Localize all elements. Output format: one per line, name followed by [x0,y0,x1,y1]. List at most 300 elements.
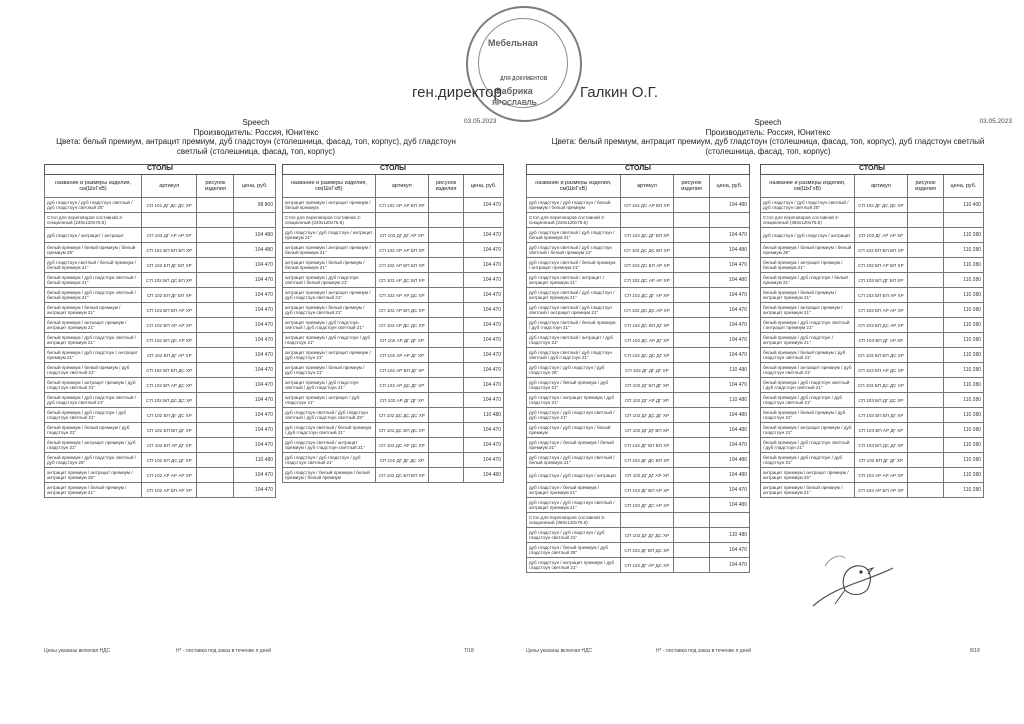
table-row [45,318,276,333]
price: 104 470 [464,438,504,453]
product-name: антрацит премиум / дуб гладстоун / дуб гладстоун 21" [283,333,376,348]
product-picture [428,408,463,423]
article: СП 103 БП АР БП ХР [854,258,908,273]
colors-note: Цвета: белый премиум, антрацит премиум, дуб гладстоун (столешница, фасад, топ, корпус), дуб гладстоун светлый (столешница, фасад, топ, корпус) [56,137,456,156]
product-picture [197,363,234,378]
table-row [527,438,750,453]
price: 110 280 [943,453,983,468]
price: 104 470 [709,318,749,333]
product-name: белый премиум / белый премиум / дуб гладстоун 21" [761,408,855,423]
article: СП 103 БП БП АР ХР [854,288,908,303]
product-name: белый премиум / белый премиум / дуб гладстоун светлый 21" [761,348,855,363]
price: 104 470 [464,318,504,333]
price: 104 470 [464,198,504,213]
article: СП 102 ДГ ДС АР ХР [620,498,674,513]
price: 104 470 [709,483,749,498]
product-picture [908,408,944,423]
table-row [527,468,750,483]
price: 104 470 [234,393,276,408]
table-row [527,498,750,513]
table-row [527,558,750,573]
header-price: цена, руб. [709,175,749,198]
product-name: антрацит премиум / белый премиум / белый премиум 21" [283,258,376,273]
product-picture [908,318,944,333]
price [464,213,504,228]
table-row [527,273,750,288]
article: СП 102 АР АР БП ХР [375,243,428,258]
product-name: антрацит премиум / белый премиум / дуб гладстоун светлый 21" [283,303,376,318]
price: 104 480 [709,453,749,468]
price: 104 470 [234,288,276,303]
price: 104 470 [234,333,276,348]
article [620,513,674,528]
table-row [761,438,984,453]
product-picture [428,243,463,258]
article: СП 102 ДС ДС ДГ ХР [620,348,674,363]
price [943,213,983,228]
price: 104 470 [234,408,276,423]
vat-note: Цены указаны включая НДС [526,648,593,654]
article [375,213,428,228]
price: 110 280 [943,363,983,378]
price [709,513,749,528]
article: СП 102 БП ДГ БП ХР [142,288,197,303]
price: 110 280 [943,303,983,318]
article: СП 102 АР АР ДГ ХР [375,348,428,363]
article: СП 102 ДГ БП ДГ ХР [620,378,674,393]
table-caption: СТОЛЫ [45,165,276,175]
header-picture: рисунок изделия [674,175,710,198]
product-picture [428,348,463,363]
table-row [761,213,984,228]
price: 110 280 [943,288,983,303]
product-picture [908,198,944,213]
product-picture [674,273,710,288]
table-row [527,513,750,528]
table-row [761,378,984,393]
bird-illustration [805,546,897,618]
product-picture [428,288,463,303]
product-picture [197,243,234,258]
product-name: дуб гладстоун / дуб гладстоун / белый премиум [527,423,621,438]
price: 104 470 [234,303,276,318]
table-row [283,363,504,378]
product-name: Стол для переговоров составной 2-секционный (240x120x75.6) [283,213,376,228]
product-name: белый премиум / дуб гладстоун светлый / дуб гладстоун 21" [761,438,855,453]
table-caption: СТОЛЫ [283,165,504,175]
table-row [527,288,750,303]
table-row [45,393,276,408]
colors-note: Цвета: белый премиум, антрацит премиум, дуб гладстоун (столешница, фасад, топ, корпус), дуб гладстоун светлый (столешница, фасад, топ, корпус) [551,137,985,156]
product-picture [674,438,710,453]
table-row [283,273,504,288]
price: 104 470 [464,363,504,378]
product-picture [674,228,710,243]
product-picture [674,318,710,333]
price: 104 480 [709,468,749,483]
signature-role: ген.директор [412,84,502,101]
table-row [45,228,276,243]
price: 110 480 [709,528,749,543]
article: СП 102 ДГ ДГ АР ХР [620,468,674,483]
article: СП 102 АР ДС ДС ХР [375,318,428,333]
product-picture [197,303,234,318]
table-caption: СТОЛЫ [527,165,750,175]
table-row [527,213,750,228]
product-name: дуб гладстоун светлый / дуб гладстоун светлый / антрацит премиум 21" [527,303,621,318]
table-row [527,258,750,273]
product-picture [674,378,710,393]
table-row [283,348,504,363]
price [234,213,276,228]
product-name: дуб гладстоун / дуб гладстоун / дуб гладстоун 25" [527,363,621,378]
product-picture [674,288,710,303]
table-row [527,348,750,363]
article: СП 103 БП ДГ ДС ХР [854,393,908,408]
table-row [761,453,984,468]
price: 104 470 [234,258,276,273]
article: СП 103 БП АР ДС ХР [854,363,908,378]
product-picture [674,363,710,378]
product-picture [197,228,234,243]
article: СП 102 БП ДС ДГ ХР [142,453,197,468]
product-name: белый премиум / антрацит премиум / белый премиум 21" [761,258,855,273]
price: 104 470 [464,258,504,273]
product-picture [674,258,710,273]
stamp-text-3: Фабрика [494,86,533,96]
product-picture [197,453,234,468]
product-picture [428,198,463,213]
article: СП 102 ДС АР ДС ХР [375,438,428,453]
product-picture [674,333,710,348]
product-name: дуб гладстоун / дуб гладстоун светлый / дуб гладстоун светлый 25" [45,198,142,213]
article [854,213,908,228]
product-picture [428,213,463,228]
product-picture [197,198,234,213]
product-name: белый премиум / антрацит премиум / дуб гладстоун светлый 21" [45,378,142,393]
table-row [45,378,276,393]
article: СП 103 БП БП БП ХР [854,243,908,258]
price: 104 470 [234,468,276,483]
price: 104 470 [464,333,504,348]
article: СП 103 БП ДГ БП ХР [854,273,908,288]
article: СП 102 ДС АР ДГ ХР [620,333,674,348]
table-row [761,243,984,258]
price: 104 470 [234,363,276,378]
table-row [527,528,750,543]
product-picture [908,438,944,453]
product-name: белый премиум / дуб гладстоун / антрацит премиум 21" [761,333,855,348]
article: СП 102 ДС АР АР ХР [620,273,674,288]
article: СП 102 БП ДГ ДС ХР [142,408,197,423]
product-name: антрацит премиум / антрацит премиум / антрацит премиум 25" [761,468,855,483]
product-picture [428,363,463,378]
products-table [282,164,504,483]
product-name: белый премиум / дуб гладстоун / антрацит премиум 21" [45,348,142,363]
page-date: 03.05.2023 [464,118,497,125]
header-picture: рисунок изделия [428,175,463,198]
product-picture [908,213,944,228]
table-row [527,318,750,333]
product-name: дуб гладстоун / дуб гладстоун светлый / антрацит премиум 21" [527,498,621,513]
price: 110 400 [943,198,983,213]
product-picture [674,198,710,213]
table-row [761,408,984,423]
product-picture [428,423,463,438]
product-picture [428,303,463,318]
product-name: антрацит премиум / антрацит премиум / дуб гладстоун 21" [283,348,376,363]
article: СП 102 ДГ БП ДС ХР [620,543,674,558]
header-article: артикул [854,175,908,198]
product-name: дуб гладстоун / антрацит / антрацит [45,228,142,243]
vat-note: Цены указаны включая НДС [44,648,111,654]
article: СП 102 БП БП БП ХР [142,243,197,258]
article: СП 102 ДС ДС ДС ХР [375,408,428,423]
product-picture [908,288,944,303]
price: 104 470 [464,453,504,468]
price: 98 860 [234,198,276,213]
price: 104 470 [464,273,504,288]
price: 104 480 [709,198,749,213]
product-name: дуб гладстоун светлый / белый премиум / белый премиум 21" [45,258,142,273]
table-row [45,453,276,468]
product-picture [428,468,463,483]
table-row [761,363,984,378]
price: 110 280 [943,348,983,363]
price: 104 470 [464,303,504,318]
article: СП 102 ДС ДГ БП ХР [620,228,674,243]
price: 104 470 [464,288,504,303]
product-picture [674,513,710,528]
products-table [526,164,750,573]
signature-name: Галкин О.Г. [580,84,659,101]
price: 110 280 [943,483,983,498]
product-name: антрацит премиум / дуб гладстоун светлый / белый премиум 21" [283,273,376,288]
product-name: дуб гладстоун / дуб гладстоун / антрацит премиум 21" [283,228,376,243]
table-row [283,378,504,393]
article: СП 102 БП АР АР ХР [142,318,197,333]
price: 104 470 [234,423,276,438]
product-name: антрацит премиум / белый премиум / дуб гладстоун 21" [283,363,376,378]
product-picture [674,348,710,363]
product-picture [428,258,463,273]
product-name: белый премиум / дуб гладстоун светлый / белый премиум 21" [45,273,142,288]
product-picture [674,468,710,483]
article: СП 103 БП ДГ ДГ ХР [854,453,908,468]
table-row [283,243,504,258]
product-picture [197,423,234,438]
product-picture [908,258,944,273]
price: 104 470 [464,228,504,243]
article: СП 102 БП БП ДГ ХР [142,423,197,438]
product-picture [674,483,710,498]
product-name: белый премиум / дуб гладстоун / дуб гладстоун светлый 21" [761,393,855,408]
product-picture [674,558,710,573]
table-row [45,213,276,228]
product-name: дуб гладстоун / дуб гладстоун / дуб гладстоун светлый 21" [283,453,376,468]
product-name: белый премиум / дуб гладстоун / белый премиум 21" [761,273,855,288]
price: 104 470 [709,543,749,558]
article: СП 102 ДГ ДГ АР ХР [375,228,428,243]
product-picture [674,303,710,318]
header-name: название и размеры изделия, см(ШxГxВ) [761,175,855,198]
article: СП 102 АР ДС БП ХР [375,273,428,288]
price: 104 470 [709,288,749,303]
product-name: дуб гладстоун / дуб гладстоун / белый премиум / белый премиум [527,198,621,213]
product-picture [908,453,944,468]
article: СП 102 БП АР ДС ХР [142,378,197,393]
table-row [45,288,276,303]
product-name: белый премиум / антрацит премиум / дуб гладстоун 21" [761,423,855,438]
price: 104 470 [709,333,749,348]
price: 104 480 [709,273,749,288]
product-picture [428,228,463,243]
product-name: дуб гладстоун светлый / дуб гладстоун / антрацит премиум 21" [527,288,621,303]
price: 104 470 [464,348,504,363]
article: СП 103 БП АР ДГ ХР [854,423,908,438]
product-name: белый премиум / антрацит премиум / дуб гладстоун светлый 21" [761,363,855,378]
page-number: 8/18 [970,648,980,654]
table-row [45,408,276,423]
product-name: Стол для переговоров составной 2-секционный (360x120x75.6) [761,213,855,228]
product-picture [197,258,234,273]
table-row [283,423,504,438]
header-price: цена, руб. [464,175,504,198]
price: 104 480 [709,423,749,438]
price-page-right [518,118,1018,663]
price: 110 280 [943,423,983,438]
price: 110 280 [943,243,983,258]
page-header [6,118,506,156]
article: СП 103 АР БП АР ХР [854,483,908,498]
order-note: H* - поставка под заказ в течение n дней [176,648,272,654]
table-row [45,303,276,318]
price: 104 480 [234,243,276,258]
product-name: дуб гладстоун светлый / белый премиум / дуб гладстоун 21" [527,318,621,333]
table-row [527,198,750,213]
price: 104 470 [709,438,749,453]
product-picture [197,438,234,453]
article: СП 102 ДГ ДГ ДГ ХР [620,363,674,378]
article: СП 103 АР АР АР ХР [854,468,908,483]
table-row [761,318,984,333]
table-row [45,423,276,438]
product-picture [197,378,234,393]
product-picture [908,468,944,483]
table-row [761,303,984,318]
article: СП 102 АР АР АР ХР [142,468,197,483]
product-name: дуб гладстоун / дуб гладстоун светлый / дуб гладстоун светлый 25" [761,198,855,213]
price: 110 480 [234,453,276,468]
table-row [283,303,504,318]
header-name: название и размеры изделия, см(ШxГxВ) [45,175,142,198]
price: 104 480 [234,228,276,243]
table-row [283,438,504,453]
article: СП 102 БП ДС ДС ХР [142,393,197,408]
article: СП 102 АР БП ДС ХР [375,303,428,318]
article: СП 102 ДС ДС БП ХР [620,243,674,258]
product-name: белый премиум / дуб гладстоун светлый / белый премиум 21" [45,288,142,303]
brand-name: Speech [754,118,782,127]
price: 110 280 [943,393,983,408]
table-row [45,198,276,213]
article: СП 102 БП ДГ АР ХР [142,348,197,363]
table-row [45,438,276,453]
article: СП 103 БП БП ДС ХР [854,348,908,363]
product-picture [197,393,234,408]
price: 110 280 [943,228,983,243]
product-name: антрацит премиум / белый премиум / антрацит премиум 21" [761,483,855,498]
product-name: белый премиум / белый премиум / дуб гладстоун светлый 21" [45,363,142,378]
price: 110 280 [943,258,983,273]
table-row [283,213,504,228]
product-name: белый премиум / дуб гладстоун светлый / дуб гладстоун светлый 21" [45,393,142,408]
price: 110 280 [943,378,983,393]
price: 104 470 [234,378,276,393]
product-name: дуб гладстоун светлый / антрацит / антрацит премиум 21" [527,273,621,288]
product-name: Стол для переговоров составной 2-секционный (240x120x75.6) [527,213,621,228]
price: 104 480 [464,468,504,483]
article: СП 102 АР БП БП ХР [375,258,428,273]
article: СП 101 ДГ ДС ДС ХР [142,198,197,213]
table-row [761,468,984,483]
table-row [283,258,504,273]
product-picture [197,483,234,498]
price: 104 470 [234,483,276,498]
price: 104 470 [464,423,504,438]
table-row [527,453,750,468]
header-picture: рисунок изделия [908,175,944,198]
product-name: антрацит премиум / дуб гладстоун светлый / дуб гладстоун 21" [283,378,376,393]
price: 104 480 [709,498,749,513]
table-row [761,273,984,288]
table-row [527,483,750,498]
product-name: белый премиум / дуб гладстоун светлый / дуб гладстоун светлый 21" [761,378,855,393]
price: 104 470 [709,558,749,573]
product-picture [908,303,944,318]
product-picture [197,333,234,348]
product-picture [428,273,463,288]
product-picture [908,228,944,243]
product-name: белый премиум / антрацит премиум / антрацит премиум 21" [45,318,142,333]
table-row [761,348,984,363]
article: СП 103 ДГ АР АР ХР [854,228,908,243]
article: СП 102 БП АР ДГ ХР [142,438,197,453]
article: СП 102 ДГ АР АР ХР [142,228,197,243]
order-note: H* - поставка под заказ в течение n дней [656,648,752,654]
product-picture [908,273,944,288]
product-name: дуб гладстоун / белый премиум / дуб гладстоун 21" [527,378,621,393]
table-row [45,333,276,348]
table-row [761,393,984,408]
article: СП 102 АР АР ДС ХР [375,288,428,303]
product-picture [197,273,234,288]
price: 110 480 [709,363,749,378]
price: 104 470 [464,393,504,408]
article: СП 102 ДГ ДГ БП ХР [620,423,674,438]
products-table [44,164,276,498]
price: 110 280 [943,438,983,453]
product-name: антрацит премиум / дуб гладстоун светлый / дуб гладстоун светлый 21" [283,318,376,333]
product-name: дуб гладстоун светлый / белый премиум / дуб гладстоун светлый 21" [283,423,376,438]
article: СП 102 АР ДГ ДГ ХР [375,333,428,348]
table-row [527,333,750,348]
article: СП 102 ДГ БП АР ХР [620,483,674,498]
product-name: дуб гладстоун / дуб гладстоун светлый / дуб гладстоун 21" [527,408,621,423]
article: СП 102 АР ДС ДГ ХР [375,378,428,393]
stamp-text-1: Мебельная [488,38,538,48]
price: 110 280 [943,408,983,423]
